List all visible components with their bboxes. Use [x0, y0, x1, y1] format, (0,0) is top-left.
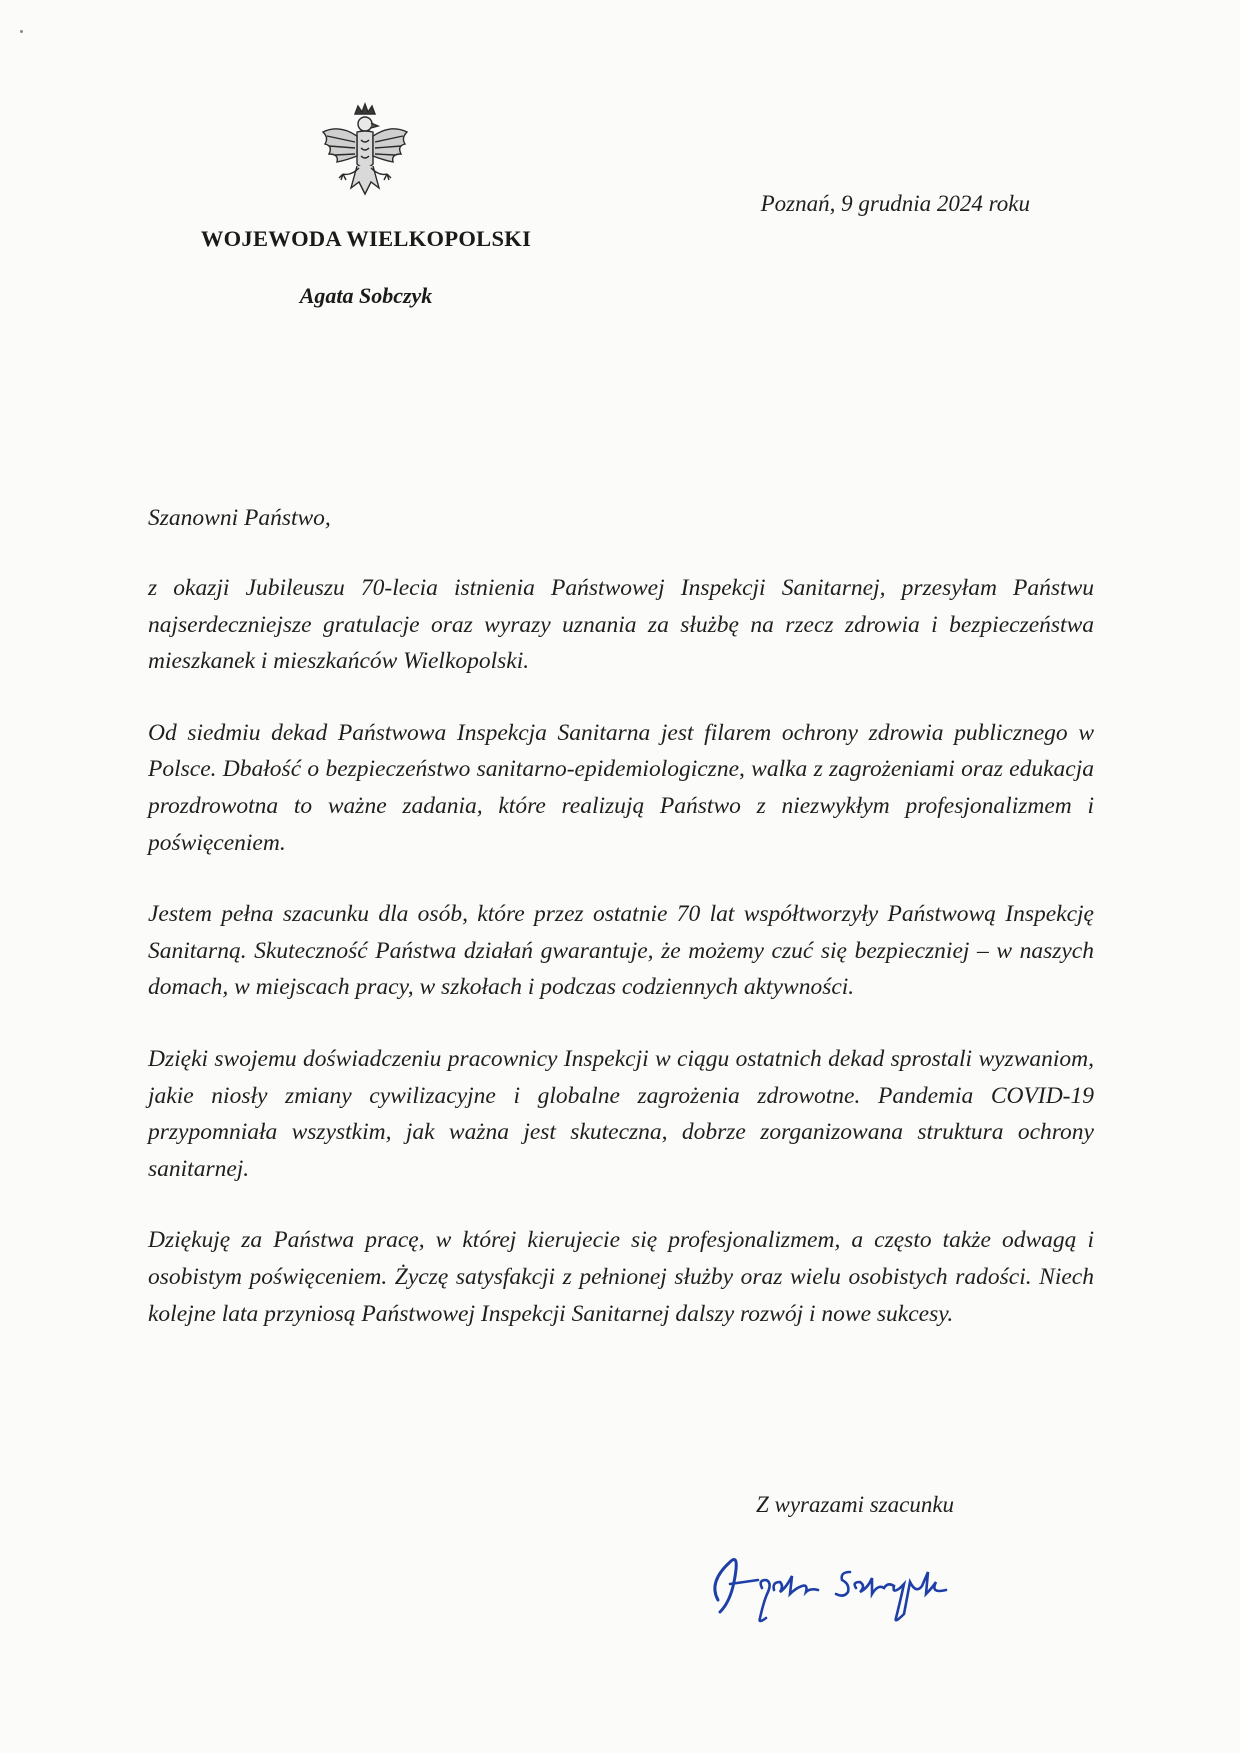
- official-name: Agata Sobczyk: [299, 283, 433, 308]
- paragraph-2: Od siedmiu dekad Państwowa Inspekcja Sanitarna jest filarem ochrony zdrowia publicznego w Polsce. Dbałość o bezpieczeństwo sanitarno-epidemiologiczne, walka z zagrożeniami oraz edukacja prozdrowotna to ważne zadania, które realizują Państwo z niezwykłym profesjonalizmem i poświęceniem.: [148, 719, 1094, 856]
- paragraph-5: Dziękuję za Państwa pracę, w której kierujecie się profesjonalizmem, a często także odwagą i osobistym poświęceniem. Życzę satysfakcji z pełnionej służby oraz wielu osobistych radości. Niech kolejne lata przyniosą Państwowej Inspekcji Sanitarnej dalszy rozwój i nowe sukcesy.: [148, 1227, 1094, 1327]
- polish-eagle-emblem-icon: [315, 102, 415, 212]
- scan-speck: [20, 30, 23, 33]
- paragraph-1: z okazji Jubileuszu 70-lecia istnienia Państwowej Inspekcji Sanitarnej, przesyłam Państwu najserdeczniejsze gratulacje oraz wyrazy uznania za służbę na rzecz zdrowia i bezpieczeństwa mieszkanek i mieszkańców Wielkopolski.: [148, 575, 1094, 675]
- office-title: WOJEWODA WIELKOPOLSKI: [200, 226, 532, 251]
- salutation: Szanowni Państwo,: [148, 505, 331, 531]
- paragraph-3: Jestem pełna szacunku dla osób, które przez ostatnie 70 lat współtworzyły Państwową Inspekcję Sanitarną. Skuteczność Państwa działań gwarantuje, że możemy czuć się bezpieczniej – w naszych domach, w miejscach pracy, w szkołach i podczas codziennych aktywności.: [148, 901, 1094, 1001]
- closing-phrase: Z wyrazami szacunku: [755, 1492, 955, 1517]
- letter-body: [148, 570, 1094, 1367]
- place-and-date: Poznań, 9 grudnia 2024 roku: [760, 191, 1030, 216]
- handwritten-signature: [700, 1522, 980, 1632]
- paragraph-4: Dzięki swojemu doświadczeniu pracownicy Inspekcji w ciągu ostatnich dekad sprostali wyzwaniom, jakie niosły zmiany cywilizacyjne i globalne zagrożenia zdrowotne. Pandemia COVID-19 przypomniała wszystkim, jak ważna jest skuteczna, dobrze zorganizowana struktura ochrony sanitarnej.: [148, 1045, 1094, 1182]
